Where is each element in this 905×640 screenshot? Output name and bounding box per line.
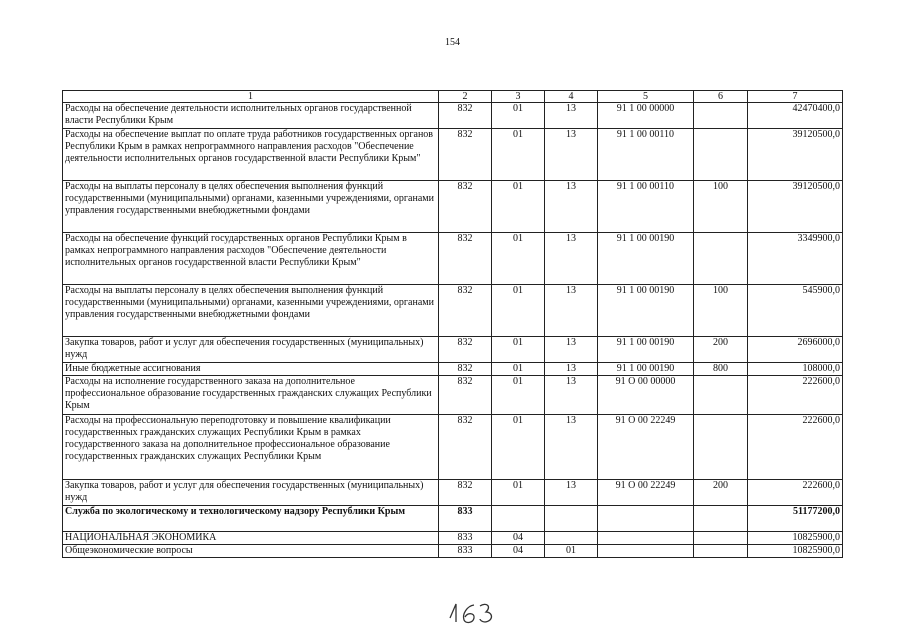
row-amount: 222600,0 (748, 480, 843, 506)
row-expense-type (694, 506, 748, 532)
row-target-article: 91 1 00 00110 (598, 129, 694, 181)
row-subsection (545, 506, 598, 532)
row-expense-type (694, 233, 748, 285)
row-amount: 10825900,0 (748, 532, 843, 545)
table-row (63, 376, 843, 415)
row-amount: 3349900,0 (748, 233, 843, 285)
row-amount: 222600,0 (748, 415, 843, 480)
col-header-2: 2 (439, 91, 492, 103)
table-row (63, 181, 843, 233)
table-row (63, 363, 843, 376)
row-code: 832 (439, 376, 492, 415)
row-target-article: 91 1 00 00000 (598, 103, 694, 129)
budget-table (62, 90, 843, 558)
row-expense-type: 800 (694, 363, 748, 376)
row-target-article (598, 532, 694, 545)
row-section: 01 (492, 363, 545, 376)
row-expense-type (694, 545, 748, 558)
row-section: 01 (492, 480, 545, 506)
row-target-article (598, 545, 694, 558)
row-subsection: 13 (545, 480, 598, 506)
table-row (63, 285, 843, 337)
row-amount: 2696000,0 (748, 337, 843, 363)
row-expense-type: 200 (694, 337, 748, 363)
col-header-1: 1 (63, 91, 439, 103)
row-code: 832 (439, 480, 492, 506)
row-section: 01 (492, 376, 545, 415)
row-subsection: 01 (545, 545, 598, 558)
row-subsection: 13 (545, 181, 598, 233)
row-target-article: 91 О 00 22249 (598, 480, 694, 506)
row-amount: 10825900,0 (748, 545, 843, 558)
row-code: 833 (439, 545, 492, 558)
column-number-row (63, 91, 843, 103)
row-target-article: 91 1 00 00190 (598, 233, 694, 285)
row-section: 01 (492, 233, 545, 285)
row-section: 01 (492, 415, 545, 480)
row-name: Общеэкономические вопросы (63, 545, 439, 558)
col-header-4: 4 (545, 91, 598, 103)
row-section: 01 (492, 103, 545, 129)
row-subsection: 13 (545, 415, 598, 480)
row-target-article: 91 1 00 00190 (598, 337, 694, 363)
row-target-article: 91 1 00 00190 (598, 285, 694, 337)
row-amount: 108000,0 (748, 363, 843, 376)
col-header-3: 3 (492, 91, 545, 103)
row-name: Закупка товаров, работ и услуг для обеспечения государственных (муниципальных) нужд (63, 337, 439, 363)
row-subsection: 13 (545, 233, 598, 285)
row-name: НАЦИОНАЛЬНАЯ ЭКОНОМИКА (63, 532, 439, 545)
row-code: 832 (439, 181, 492, 233)
row-subsection: 13 (545, 376, 598, 415)
row-expense-type: 100 (694, 181, 748, 233)
row-section (492, 506, 545, 532)
row-code: 833 (439, 532, 492, 545)
row-name: Иные бюджетные ассигнования (63, 363, 439, 376)
table-row (63, 506, 843, 532)
row-target-article: 91 О 00 00000 (598, 376, 694, 415)
row-code: 832 (439, 337, 492, 363)
table-row (63, 480, 843, 506)
row-code: 832 (439, 233, 492, 285)
row-name: Служба по экологическому и технологическому надзору Республики Крым (63, 506, 439, 532)
row-subsection: 13 (545, 337, 598, 363)
row-code: 832 (439, 415, 492, 480)
table-row (63, 129, 843, 181)
row-expense-type (694, 376, 748, 415)
row-section: 04 (492, 532, 545, 545)
handwritten-page-mark (440, 596, 510, 626)
row-code: 833 (439, 506, 492, 532)
row-code: 832 (439, 363, 492, 376)
page-number: 154 (445, 37, 460, 48)
row-amount: 39120500,0 (748, 181, 843, 233)
row-subsection: 13 (545, 363, 598, 376)
col-header-7: 7 (748, 91, 843, 103)
row-name: Расходы на выплаты персоналу в целях обеспечения выполнения функций государственными (муниципальными) органами, казенными учреждениями, органами управления государственными внебюджетными фондами (63, 181, 439, 233)
row-section: 01 (492, 337, 545, 363)
row-expense-type (694, 532, 748, 545)
row-code: 832 (439, 285, 492, 337)
row-target-article (598, 506, 694, 532)
row-name: Закупка товаров, работ и услуг для обеспечения государственных (муниципальных) нужд (63, 480, 439, 506)
row-expense-type: 100 (694, 285, 748, 337)
row-section: 01 (492, 285, 545, 337)
row-amount: 39120500,0 (748, 129, 843, 181)
row-subsection: 13 (545, 285, 598, 337)
row-name: Расходы на профессиональную переподготовку и повышение квалификации государственных гражданских служащих Республики Крым в рамках государственного заказа на дополнительное профессиональное образование государственных гражданских служащих Республики Крым (63, 415, 439, 480)
row-expense-type (694, 129, 748, 181)
row-expense-type (694, 415, 748, 480)
row-target-article: 91 1 00 00190 (598, 363, 694, 376)
row-target-article: 91 1 00 00110 (598, 181, 694, 233)
row-target-article: 91 О 00 22249 (598, 415, 694, 480)
row-name: Расходы на исполнение государственного заказа на дополнительное профессиональное образование государственных гражданских служащих Республики Крым (63, 376, 439, 415)
table-row (63, 103, 843, 129)
row-section: 01 (492, 129, 545, 181)
row-subsection: 13 (545, 103, 598, 129)
row-name: Расходы на обеспечение функций государственных органов Республики Крым в рамках непрограммного направления расходов "Обеспечение деятельности исполнительных органов государственной власти Республики Крым" (63, 233, 439, 285)
table-row (63, 415, 843, 480)
row-amount: 222600,0 (748, 376, 843, 415)
table-row (63, 233, 843, 285)
row-subsection: 13 (545, 129, 598, 181)
table-row (63, 545, 843, 558)
row-expense-type (694, 103, 748, 129)
row-section: 04 (492, 545, 545, 558)
row-section: 01 (492, 181, 545, 233)
row-name: Расходы на выплаты персоналу в целях обеспечения выполнения функций государственными (муниципальными) органами, казенными учреждениями, органами управления государственными внебюджетными фондами (63, 285, 439, 337)
row-name: Расходы на обеспечение деятельности исполнительных органов государственной власти Республики Крым (63, 103, 439, 129)
col-header-5: 5 (598, 91, 694, 103)
row-name: Расходы на обеспечение выплат по оплате труда работников государственных органов Республики Крым в рамках непрограммного направления расходов "Обеспечение деятельности исполнительных органов государственной власти Республики Крым" (63, 129, 439, 181)
row-amount: 42470400,0 (748, 103, 843, 129)
row-expense-type: 200 (694, 480, 748, 506)
row-amount: 545900,0 (748, 285, 843, 337)
row-amount: 51177200,0 (748, 506, 843, 532)
row-subsection (545, 532, 598, 545)
row-code: 832 (439, 129, 492, 181)
col-header-6: 6 (694, 91, 748, 103)
table-row (63, 532, 843, 545)
table-row (63, 337, 843, 363)
row-code: 832 (439, 103, 492, 129)
